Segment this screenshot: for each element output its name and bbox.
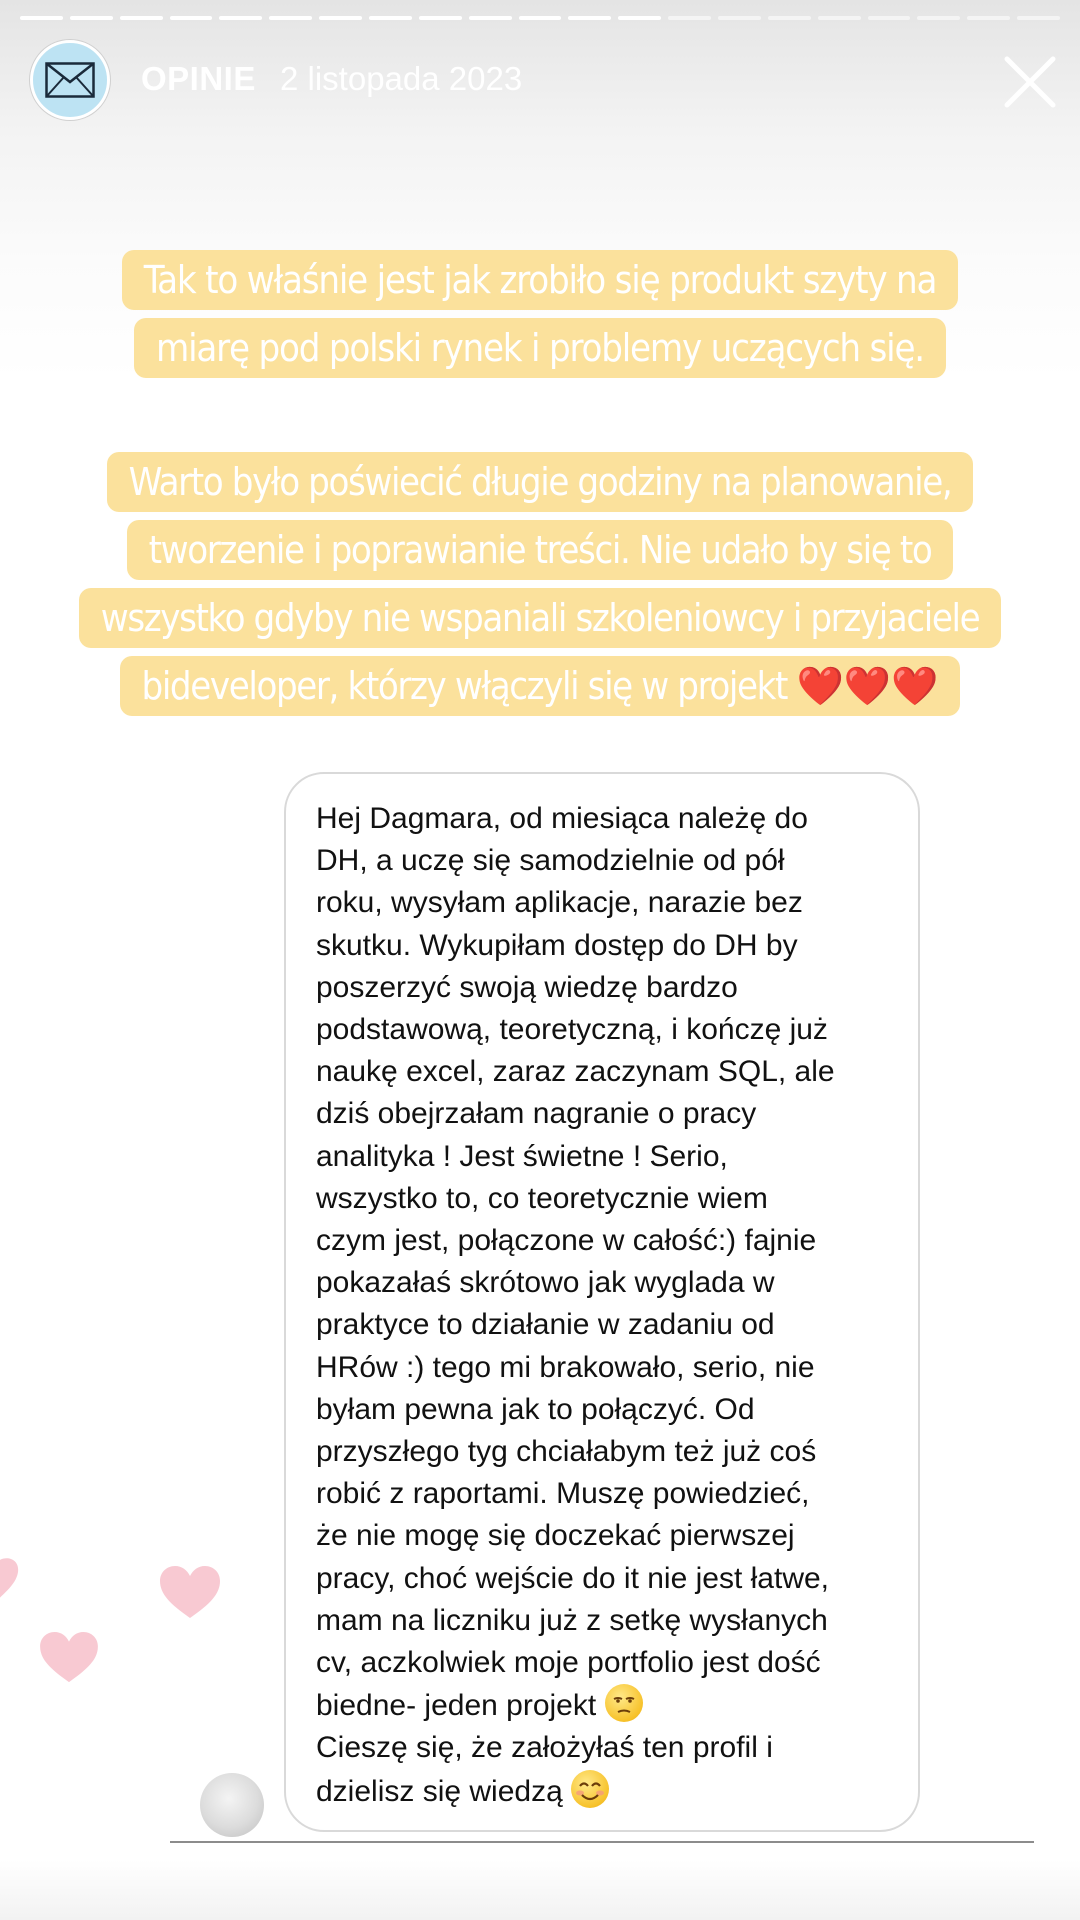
message-line-with-emoji [316,1770,890,1813]
message-line: przyszłego tyg chciałabym też już coś [316,1435,817,1469]
message-line-with-emoji [316,1684,890,1727]
story-progress-segment [120,16,163,20]
caption-1-line-1: Tak to właśnie jest jak zrobiło się produkt szyty na [143,258,937,302]
unamused-face-emoji [605,1684,643,1722]
story-progress-segment [818,16,861,20]
smiling-face-emoji [571,1770,609,1808]
story-progress-segment [868,16,911,20]
floating-heart-icon [160,1566,220,1620]
caption-2-line-1: Warto było poświecić długie godziny na planowanie, [128,460,952,504]
story-username[interactable]: OPINIE [141,60,256,97]
close-button[interactable] [1000,52,1060,112]
story-progress-segment [568,16,611,20]
story-progress-segment [967,16,1010,20]
message-line: skutku. Wykupiłam dostęp do DH by [316,928,798,962]
message-line: praktyce to działanie w zadaniu od [316,1308,775,1342]
message-line: DH, a uczę się samodzielnie od pół [316,844,785,878]
message-line: Hej Dagmara, od miesiąca należę do [316,802,808,835]
message-line: dziś obejrzałam nagranie o pracy [316,1097,757,1131]
message-line: naukę excel, zaraz zaczynam SQL, ale [316,1055,835,1089]
message-line: analityka ! Jest świetne ! Serio, [316,1139,728,1173]
story-date: 2 listopada 2023 [280,60,523,97]
caption-1-line-2: miarę pod polski rynek i problemy uczących się. [156,326,924,370]
story-progress-segment [718,16,761,20]
message-line: czym jest, połączone w całość:) fajnie [316,1224,817,1258]
caption-highlight-2 [52,448,1028,720]
caption-2-line-3: wszystko gdyby nie wspaniali szkoleniowcy i przyjaciele [100,596,980,640]
message-line: cv, aczkolwiek moje portfolio jest dość [316,1646,821,1680]
message-line: roku, wysyłam aplikacje, narazie bez [316,886,803,920]
story-progress-segment [419,16,462,20]
envelope-icon [45,62,95,98]
message-text [316,798,890,1813]
close-icon [1000,52,1060,112]
story-progress-segment [618,16,661,20]
message-line: poszerzyć swoją wiedzę bardzo [316,970,738,1004]
message-line: robić z raportami. Muszę powiedzieć, [316,1477,810,1511]
story-progress-segment [668,16,711,20]
story-progress-segment [70,16,113,20]
story-progress-bar [20,16,1060,20]
story-progress-segment [269,16,312,20]
story-progress-segment [917,16,960,20]
message-line: podstawową, teoretyczną, i kończę już [316,1013,828,1047]
floating-heart-icon [0,1556,30,1606]
story-progress-segment [768,16,811,20]
profile-avatar[interactable] [30,40,110,120]
story-progress-segment [219,16,262,20]
story-progress-segment [369,16,412,20]
red-hearts-emoji: ❤️❤️❤️ [796,664,939,708]
floating-heart-icon [40,1632,98,1684]
message-bubble [284,772,920,1832]
message-line: byłam pewna jak to połączyć. Od [316,1392,755,1426]
message-line: dzielisz się wiedzą [316,1774,563,1808]
caption-2-line-4: bideveloper, którzy włączyli się w projekt [141,664,788,708]
story-progress-segment [1017,16,1060,20]
message-line: HRów :) tego mi brakowało, serio, nie [316,1350,815,1384]
screenshot-divider [170,1841,1034,1843]
message-line: że nie mogę się doczekać pierwszej [316,1519,795,1553]
message-line: pracy, choć wejście do it nie jest łatwe, [316,1561,830,1595]
caption-highlight-1 [94,246,986,382]
message-line: biedne- jeden projekt [316,1689,597,1723]
caption-2-line-2: tworzenie i poprawianie treści. Nie udało by się to [148,528,932,572]
story-progress-segment [519,16,562,20]
story-progress-segment [20,16,63,20]
message-line: Cieszę się, że założyłaś ten profil i [316,1731,773,1765]
sender-avatar [200,1773,264,1837]
message-line: wszystko to, co teoretycznie wiem [316,1181,768,1215]
story-progress-segment [319,16,362,20]
message-line: mam na liczniku już z setkę wysłanych [316,1603,828,1637]
story-progress-segment [469,16,512,20]
story-progress-segment [170,16,213,20]
message-line: pokazałaś skrótowo jak wyglada w [316,1266,775,1300]
